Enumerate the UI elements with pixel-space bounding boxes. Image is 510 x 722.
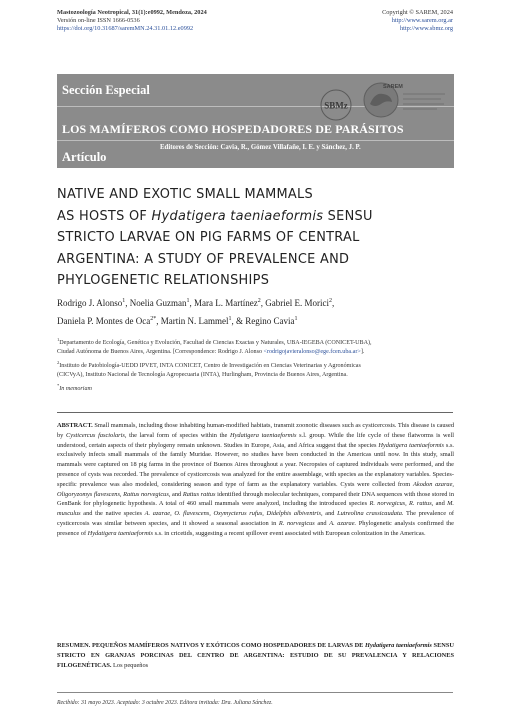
title-line-5: PHYLOGENETIC RELATIONSHIPS	[57, 273, 270, 288]
abstract-label: ABSTRACT.	[57, 422, 93, 429]
author-list	[57, 294, 457, 329]
issn: Versión on-line ISSN 1666-0536	[57, 17, 140, 24]
sarem-logo	[361, 80, 449, 120]
doi-link[interactable]: https://doi.org/10.31687/saremMN.24.31.01.12.e0992	[57, 25, 194, 32]
article-title	[57, 184, 457, 292]
section-separator	[57, 412, 453, 413]
title-line-3: STRICTO LARVAE ON PIG FARMS OF CENTRAL	[57, 230, 360, 245]
special-section-label: Sección Especial	[62, 83, 150, 97]
section-title: LOS MAMÍFEROS COMO HOSPEDADORES DE PARÁSITOS	[62, 122, 404, 136]
banner-divider-mid	[57, 140, 454, 141]
affiliation-1: $^1$Departamento de Ecología, Genética y Evolución, Facultad de Ciencias Exactas y Naturales, UBA-IEGEBA (CONICET-UBA),	[57, 337, 372, 347]
title-line-2: AS HOSTS OF Hydatigera taeniaeformis SENSU	[57, 208, 373, 224]
resumen: RESUMEN. PEQUEÑOS MAMÍFEROS NATIVOS Y EXÓTICOS COMO HOSPEDADORES DE LARVAS DE Hydatigera taeniaeformis SENSU STRICTO EN GRANJAS PORCINAS DEL CENTRO DE ARGENTINA: ESTUDIO DE SU PREVALENCIA Y RELACIONES FILOGENÉTICAS. Los pequeños	[57, 642, 454, 669]
correspondence-email[interactable]: <rodrigojavieralonso@ege.fcen.uba.ar>	[263, 349, 361, 356]
received-accepted-note: Recibido: 31 mayo 2023. Aceptado: 3 octubre 2023. Editora invitada: Dra. Juliana Sánchez.	[57, 700, 273, 706]
title-line-4: ARGENTINA: A STUDY OF PREVALENCE AND	[57, 251, 350, 267]
section-editors: Editores de Sección: Cavia, R., Gómez Villafañe, I. E. y Sánchez, J. P.	[160, 144, 361, 151]
journal-header	[57, 9, 207, 33]
affiliation-2: $^2$Instituto de Patobiología-UEDD IPVET, INTA CONICET, Centro de Investigación en Ciencias Veterinarias y Agronómicas	[57, 359, 361, 369]
sbmz-logo	[319, 88, 353, 122]
authors-line-2: Daniela P. Montes de Oca$^{2*}$, Martin N. Lammel$^1$, & Regino Cavia$^1$	[57, 315, 298, 326]
sbmz-logo-text: SBMz	[324, 100, 348, 111]
authors-line-1: Rodrigo J. Alonso$^1$, Noelia Guzman$^1$, Mara L. Martínez$^2$, Gabriel E. Morici$^2$,	[57, 298, 335, 308]
affiliations: $^1$Departamento de Ecología, Genética y Evolución, Facultad de Ciencias Exactas y Naturales, UBA-IEGEBA (CONICET-UBA), Ciudad Autónoma de Buenos Aires, Argentina. [Correspondence: Rodrigo J. Alonso <rodrigojavieralonso@ege.fcen.uba.ar>]. $^2$Instituto de Patobiología-UEDD IPVET, INTA CONICET, Centro de Investigación en Ciencias Veterinarias y Agronómicas (CICVyA), Instituto Nacional de Tecnología Agropecuaria (INTA), Hurlingham, Provincia de Buenos Aires, Argentina. *In memoriam	[57, 335, 457, 394]
sarem-logo-text: SAREM	[383, 84, 403, 90]
footer-divider	[57, 692, 453, 693]
sbmz-link[interactable]: http://www.sbmz.org	[400, 25, 453, 32]
section-banner	[57, 74, 454, 168]
article-type-label: Artículo	[62, 150, 107, 164]
copyright: Copyright © SAREM, 2024	[382, 9, 453, 16]
copyright-header	[382, 9, 453, 33]
journal-citation: Mastozoología Neotropical, 31(1):e0992, Mendoza, 2024	[57, 9, 207, 16]
abstract: ABSTRACT. Small mammals, including those inhabiting human-modified habitats, transmit zoonotic diseases such as cysticercosis. This disease is caused by Cysticercus fasciolaris, the larval form of species within the Hydatigera taeniaeformis s.l. group. While the life cycle of these flatworms is well understood, certain aspects of their phylogeny remain unknown. Studies in Europe, Asia, and Africa suggest that the species Hydatigera taeniaeformis s.s. exclusively infects small mammals of the family Muridae. However, no studies have been conducted in the Americas until now. In this study, small mammals were captured on 18 pig farms in the province of Buenos Aires throughout a year. Necropsies of captured individuals were performed, and the presence of cysts was recorded. The prevalence of cysticercosis was analyzed for the entire assemblage, with species as the explanatory variables. Species-specific prevalence was also modeled, considering season and type of farm as the explanatory variables. Cysts were collected from Akodon azarae, Oligoryzomys flavescens, Rattus norvegicus, and Rattus rattus identified through molecular techniques, compared their DNA sequences with those stored in GenBank for phylogenetic hypothesis. A total of 460 small mammals were analyzed, including the introduced species R. norvegicus, R. rattus, and M. musculus and the native species A. azarae, O. flavescens, Oxymycterus rufus, Didelphis albiventris, and Lutreolina crassicaudata. The prevalence of cysticercosis was similar between species, and it showed a seasonal association in R. norvegicus and A. azarae. Phylogenetic analysis confirmed the presence of Hydatigera taeniaeformis s.s. in cricetids, suggesting a recent spillover event associated with European colonization in the Americas.	[57, 422, 455, 537]
title-line-1: NATIVE AND EXOTIC SMALL MAMMALS	[57, 187, 314, 202]
sarem-link[interactable]: http://www.sarem.org.ar	[391, 17, 453, 24]
in-memoriam-note: *In memoriam	[57, 382, 92, 392]
